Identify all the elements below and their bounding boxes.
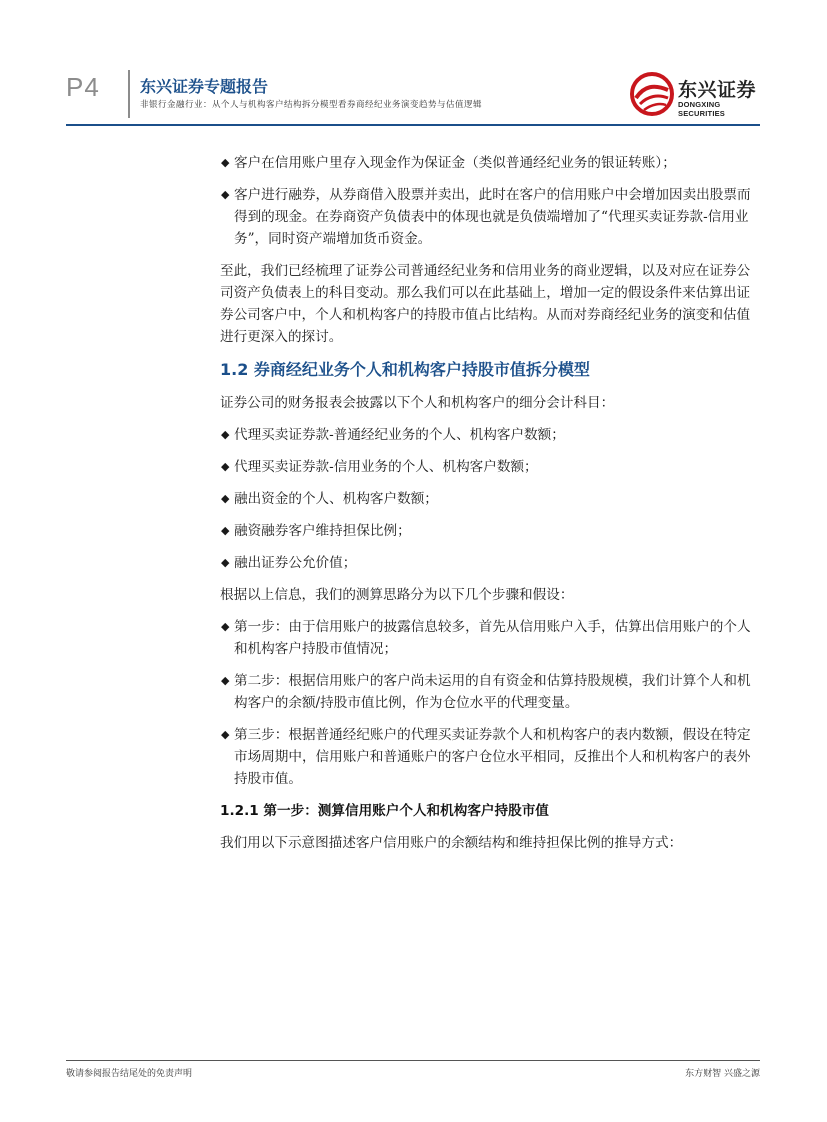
bullet-item: ◆ 客户在信用账户里存入现金作为保证金（类似普通经纪业务的银证转账）； [220, 152, 760, 174]
bullet-item: ◆ 第三步：根据普通经纪账户的代理买卖证券款个人和机构客户的表内数额，假设在特定市场周期中，信用账户和普通账户的客户仓位水平相同，反推出个人和机构客户的表外持股市值。 [220, 724, 760, 790]
footer-rule [66, 1060, 760, 1061]
diamond-bullet-icon: ◆ [221, 492, 230, 505]
bullet-item: ◆ 第二步：根据信用账户的客户尚未运用的自有资金和估算持股规模，我们计算个人和机构客户的余额/持股市值比例，作为仓位水平的代理变量。 [220, 670, 760, 714]
header-rule [66, 124, 760, 126]
subsection-heading: 1.2.1 第一步：测算信用账户个人和机构客户持股市值 [220, 803, 549, 819]
bullet-item: ◆ 第一步：由于信用账户的披露信息较多，首先从信用账户入手，估算出信用账户的个人和机构客户持股市值情况； [220, 616, 760, 660]
logo-text-cn: 东兴证券 [678, 79, 757, 101]
report-title: 东兴证券专题报告 [140, 77, 269, 96]
diamond-bullet-icon: ◆ [221, 428, 230, 441]
company-logo [630, 72, 760, 116]
bullet-item: ◆ 融出证券公允价值； [220, 552, 760, 574]
bullet-item: ◆ 代理买卖证券款-信用业务的个人、机构客户数额； [220, 456, 760, 478]
bullet-item: ◆ 客户进行融券，从券商借入股票并卖出，此时在客户的信用账户中会增加因卖出股票而得到的现金。在券商资产负债表中的体现也就是负债端增加了“代理买卖证券款-信用业务”，同时资产端增加货币资金。 [220, 184, 760, 250]
header-divider [128, 70, 130, 118]
diamond-bullet-icon: ◆ [221, 524, 230, 537]
paragraph: 证券公司的财务报表会披露以下个人和机构客户的细分会计科目： [220, 395, 615, 411]
disclaimer-note: 敬请参阅报告结尾处的免责声明 [66, 1069, 193, 1079]
report-subtitle: 非银行金融行业：从个人与机构客户结构拆分模型看券商经纪业务演变趋势与估值逻辑 [140, 100, 483, 110]
diamond-bullet-icon: ◆ [221, 156, 230, 169]
section-heading: 1.2 券商经纪业务个人和机构客户持股市值拆分模型 [220, 360, 590, 379]
footer-slogan: 东方财智 兴盛之源 [685, 1069, 760, 1079]
paragraph: 根据以上信息，我们的测算思路分为以下几个步骤和假设： [220, 587, 574, 603]
diamond-bullet-icon: ◆ [221, 188, 230, 201]
bullet-item: ◆ 融出资金的个人、机构客户数额； [220, 488, 760, 510]
diamond-bullet-icon: ◆ [221, 728, 230, 741]
diamond-bullet-icon: ◆ [221, 674, 230, 687]
diamond-bullet-icon: ◆ [221, 460, 230, 473]
diamond-bullet-icon: ◆ [221, 556, 230, 569]
report-body [220, 152, 760, 864]
paragraph: 至此，我们已经梳理了证券公司普通经纪业务和信用业务的商业逻辑，以及对应在证券公司资产负债表上的科目变动。那么我们可以在此基础上，增加一定的假设条件来估算出证券公司客户中，个人和机构客户的持股市值占比结构。从而对券商经纪业务的演变和估值进行更深入的探讨。 [220, 263, 751, 345]
page-number: P4 [66, 72, 100, 102]
diamond-bullet-icon: ◆ [221, 620, 230, 633]
logo-mark-icon [630, 72, 674, 116]
paragraph: 我们用以下示意图描述客户信用账户的余额结构和维持担保比例的推导方式： [220, 835, 683, 851]
bullet-item: ◆ 代理买卖证券款-普通经纪业务的个人、机构客户数额； [220, 424, 760, 446]
bullet-item: ◆ 融资融券客户维持担保比例； [220, 520, 760, 542]
logo-text-en: DONGXING SECURITIES [678, 100, 726, 118]
